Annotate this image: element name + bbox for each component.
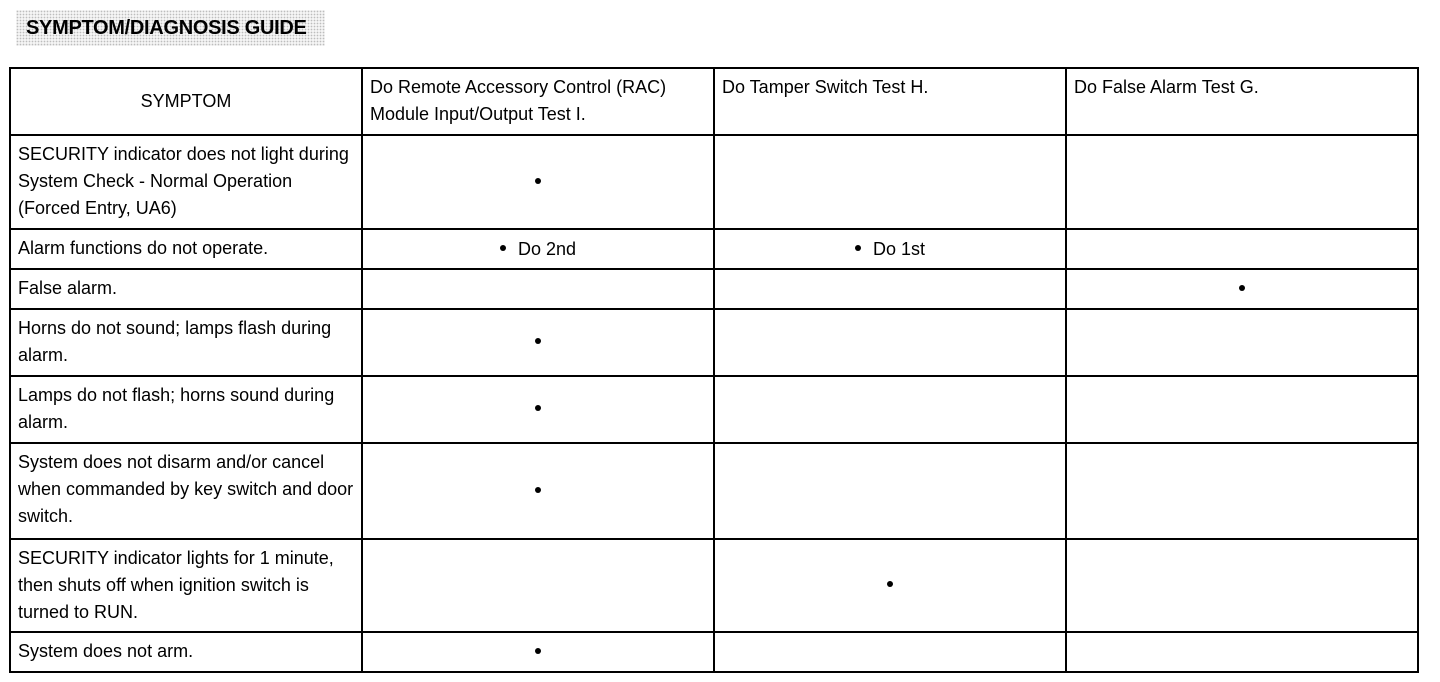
symptom-cell: SECURITY indicator lights for 1 minute, then shuts off when ignition switch is turned to RUN. [10,539,362,632]
mark-cell [1066,229,1418,269]
symptom-cell: Horns do not sound; lamps flash during alarm. [10,309,362,376]
table-row [10,443,1418,539]
mark-cell [362,309,714,376]
mark-cell [1066,135,1418,229]
table-row [10,135,1418,229]
bullet-mark [535,405,541,411]
mark-cell [362,229,714,269]
mark-cell [714,309,1066,376]
mark-cell [714,135,1066,229]
table-row [10,376,1418,443]
mark-cell [1066,443,1418,539]
symptom-cell: Alarm functions do not operate. [10,229,362,269]
mark-cell [362,539,714,632]
table-row [10,229,1418,269]
mark-cell [1066,539,1418,632]
mark-cell [714,229,1066,269]
mark-cell [362,269,714,309]
symptom-cell: False alarm. [10,269,362,309]
mark-cell [362,376,714,443]
bullet-mark [535,487,541,493]
table-row [10,309,1418,376]
order-note: Do 1st [872,238,926,259]
mark-cell [714,632,1066,672]
bullet-mark [1239,285,1245,291]
symptom-cell: Lamps do not flash; horns sound during alarm. [10,376,362,443]
mark-cell [1066,376,1418,443]
column-header-rac-test: Do Remote Accessory Control (RAC) Module Input/Output Test I. [362,68,714,135]
mark-cell [714,269,1066,309]
mark-cell [714,376,1066,443]
symptom-cell: System does not disarm and/or cancel when commanded by key switch and door switch. [10,443,362,539]
table-header-row [10,68,1418,135]
mark-cell [362,135,714,229]
bullet-mark [887,581,893,587]
bullet-mark [535,178,541,184]
mark-cell [714,443,1066,539]
mark-cell [1066,269,1418,309]
table-row [10,539,1418,632]
page-title: SYMPTOM/DIAGNOSIS GUIDE [26,16,307,39]
bullet-mark [855,245,861,251]
symptom-cell: System does not arm. [10,632,362,672]
column-header-symptom: SYMPTOM [10,68,362,135]
bullet-mark [500,245,506,251]
column-header-tamper-test: Do Tamper Switch Test H. [714,68,1066,135]
symptom-diagnosis-table [9,67,1419,673]
title-banner [16,10,325,46]
table-row [10,269,1418,309]
bullet-mark [535,648,541,654]
mark-cell [362,443,714,539]
mark-cell [1066,632,1418,672]
mark-cell [362,632,714,672]
table-row [10,632,1418,672]
mark-cell [714,539,1066,632]
mark-cell [1066,309,1418,376]
symptom-cell: SECURITY indicator does not light during System Check - Normal Operation (Forced Entry, UA6) [10,135,362,229]
bullet-mark [535,338,541,344]
column-header-false-alarm-test: Do False Alarm Test G. [1066,68,1418,135]
order-note: Do 2nd [517,238,577,259]
